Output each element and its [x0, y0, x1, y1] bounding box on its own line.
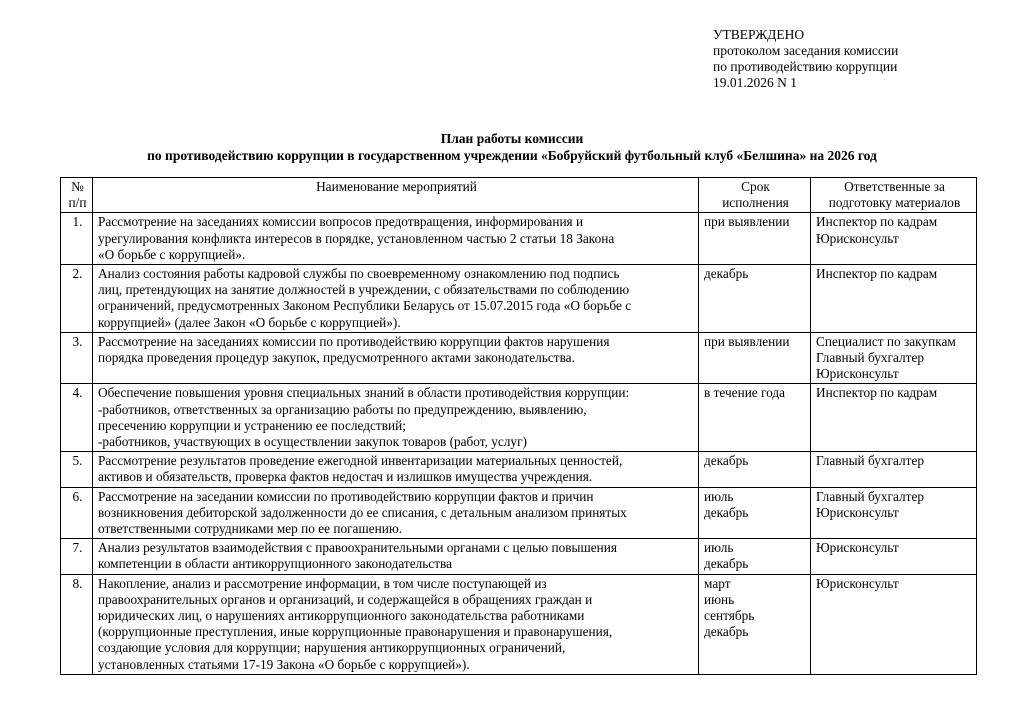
activity-name	[93, 213, 699, 265]
deadline	[699, 574, 811, 674]
cell-text-line: ограничений, предусмотренных Законом Республики Беларусь от 15.07.2015 года «О борьбе с	[98, 298, 632, 314]
plan-table	[60, 177, 977, 675]
activity-name	[93, 265, 699, 333]
cell-text-line: компетенции в области антикоррупционного законодательства	[98, 556, 453, 572]
cell-text-line: Рассмотрение результатов проведение ежегодной инвентаризации материальных ценностей,	[98, 453, 623, 469]
deadline	[699, 487, 811, 539]
responsible	[811, 384, 977, 452]
approval-line: 19.01.2026 N 1	[713, 75, 797, 90]
cell-text-line: Рассмотрение на заседании комиссии по противодействию коррупции фактов и причин	[98, 488, 594, 504]
row-number: 8.	[61, 574, 93, 674]
deadline	[699, 452, 811, 487]
table-row	[61, 265, 977, 333]
table-row	[61, 452, 977, 487]
header-term: Срок исполнения	[699, 178, 811, 213]
cell-text-line: Юрисконсульт	[816, 504, 899, 520]
row-number: 4.	[61, 384, 93, 452]
row-number: 7.	[61, 539, 93, 574]
cell-text-line: возникновения дебиторской задолженности до ее списания, с детальным анализом принятых	[98, 504, 627, 520]
cell-text-line: Юрисконсульт	[816, 366, 899, 382]
cell-text-line: декабрь	[704, 504, 749, 520]
activity-name	[93, 487, 699, 539]
cell-text-line: июль	[704, 488, 734, 504]
cell-text-line: декабрь	[704, 556, 749, 572]
table-row	[61, 213, 977, 265]
table-row	[61, 384, 977, 452]
table-row	[61, 332, 977, 384]
cell-text-line: установленных статьями 17-19 Закона «О борьбе с коррупцией»).	[98, 656, 470, 672]
cell-text-line: Инспектор по кадрам	[816, 385, 938, 401]
cell-text-line: сентябрь	[704, 608, 755, 624]
cell-text-line: порядка проведения процедур закупок, предусмотренного актами законодательства.	[98, 350, 575, 366]
cell-text-line: правоохранительных органов и организаций, и содержащейся в обращениях граждан и	[98, 591, 593, 607]
cell-text-line: Анализ состояния работы кадровой службы по своевременному ознакомлению под подпись	[98, 266, 620, 282]
deadline	[699, 539, 811, 574]
activity-name	[93, 384, 699, 452]
cell-text-line: -работников, участвующих в осуществлении закупок товаров (работ, услуг)	[98, 434, 527, 450]
cell-text-line: пресечению коррупции и устранению ее последствий;	[98, 417, 406, 433]
cell-text-line: Рассмотрение на заседаниях комиссии вопросов предотвращения, информирования и	[98, 214, 584, 230]
table-body	[61, 213, 977, 674]
responsible	[811, 574, 977, 674]
cell-text-line: Накопление, анализ и рассмотрение информации, в том числе поступающей из	[98, 575, 547, 591]
cell-text-line: Инспектор по кадрам	[816, 214, 938, 230]
header-num: № п/п	[61, 178, 93, 213]
row-number: 3.	[61, 332, 93, 384]
deadline	[699, 213, 811, 265]
cell-text-line: декабрь	[704, 624, 749, 640]
responsible	[811, 487, 977, 539]
header-name: Наименование мероприятий	[93, 178, 699, 213]
cell-text-line: урегулирования конфликта интересов в порядке, установленном частью 2 статьи 18 Закона	[98, 230, 615, 246]
cell-text-line: в течение года	[704, 385, 786, 401]
cell-text-line: ответственными сотрудниками мер по ее погашению.	[98, 521, 403, 537]
activity-name	[93, 332, 699, 384]
row-number: 2.	[61, 265, 93, 333]
table-header-row	[61, 178, 977, 213]
responsible	[811, 213, 977, 265]
cell-text-line: Рассмотрение на заседаниях комиссии по противодействию коррупции фактов нарушения	[98, 333, 610, 349]
cell-text-line: декабрь	[704, 266, 749, 282]
responsible	[811, 265, 977, 333]
cell-text-line: Главный бухгалтер	[816, 453, 925, 469]
cell-text-line: Юрисконсульт	[816, 575, 899, 591]
row-number: 5.	[61, 452, 93, 487]
cell-text-line: «О борьбе с коррупцией».	[98, 246, 246, 262]
cell-text-line: июнь	[704, 591, 735, 607]
table-row	[61, 487, 977, 539]
cell-text-line: Главный бухгалтер	[816, 350, 925, 366]
row-number: 6.	[61, 487, 93, 539]
cell-text-line: Главный бухгалтер	[816, 488, 925, 504]
cell-text-line: коррупцией» (далее Закон «О борьбе с коррупцией»).	[98, 314, 401, 330]
cell-text-line: лиц, претендующих на занятие должностей в учреждении, с обязательствами по соблюдению	[98, 282, 630, 298]
cell-text-line: создающие условия для коррупции; нарушения антикоррупционных ограничений,	[98, 640, 566, 656]
table-row	[61, 539, 977, 574]
row-number: 1.	[61, 213, 93, 265]
header-responsible: Ответственные за подготовку материалов	[811, 178, 977, 213]
responsible	[811, 332, 977, 384]
activity-name	[93, 539, 699, 574]
activity-name	[93, 452, 699, 487]
deadline	[699, 332, 811, 384]
responsible	[811, 539, 977, 574]
cell-text-line: Специалист по закупкам	[816, 333, 956, 349]
cell-text-line: юридических лиц, о нарушениях антикоррупционного законодательства работниками	[98, 608, 585, 624]
cell-text-line: Анализ результатов взаимодействия с правоохранительными органами с целью повышения	[98, 540, 617, 556]
cell-text-line: декабрь	[704, 453, 749, 469]
responsible	[811, 452, 977, 487]
approval-line: по противодействию коррупции	[713, 59, 898, 74]
cell-text-line: Инспектор по кадрам	[816, 266, 938, 282]
activity-name	[93, 574, 699, 674]
deadline	[699, 384, 811, 452]
deadline	[699, 265, 811, 333]
table-row	[61, 574, 977, 674]
title-line-2: по противодействию коррупции в государственном учреждении «Бобруйский футбольный клуб «Белшина» на 2026 год	[147, 148, 877, 163]
approval-line: протоколом заседания комиссии	[713, 43, 899, 58]
approval-line: УТВЕРЖДЕНО	[713, 27, 805, 42]
cell-text-line: июль	[704, 540, 734, 556]
title-line-1: План работы комиссии	[440, 131, 584, 146]
document-title	[0, 130, 1024, 164]
cell-text-line: активов и обязательств, проверка фактов недостач и излишков имущества учреждения.	[98, 469, 593, 485]
cell-text-line: при выявлении	[704, 333, 790, 349]
cell-text-line: Обеспечение повышения уровня специальных знаний в области противодействия коррупции:	[98, 385, 630, 401]
cell-text-line: при выявлении	[704, 214, 790, 230]
cell-text-line: (коррупционные преступления, иные коррупционные правонарушения и правонарушения,	[98, 624, 613, 640]
cell-text-line: Юрисконсульт	[816, 230, 899, 246]
cell-text-line: Юрисконсульт	[816, 540, 899, 556]
cell-text-line: март	[704, 575, 731, 591]
cell-text-line: -работников, ответственных за организацию работы по предупреждению, выявлению,	[98, 401, 587, 417]
approval-stamp	[713, 27, 898, 91]
